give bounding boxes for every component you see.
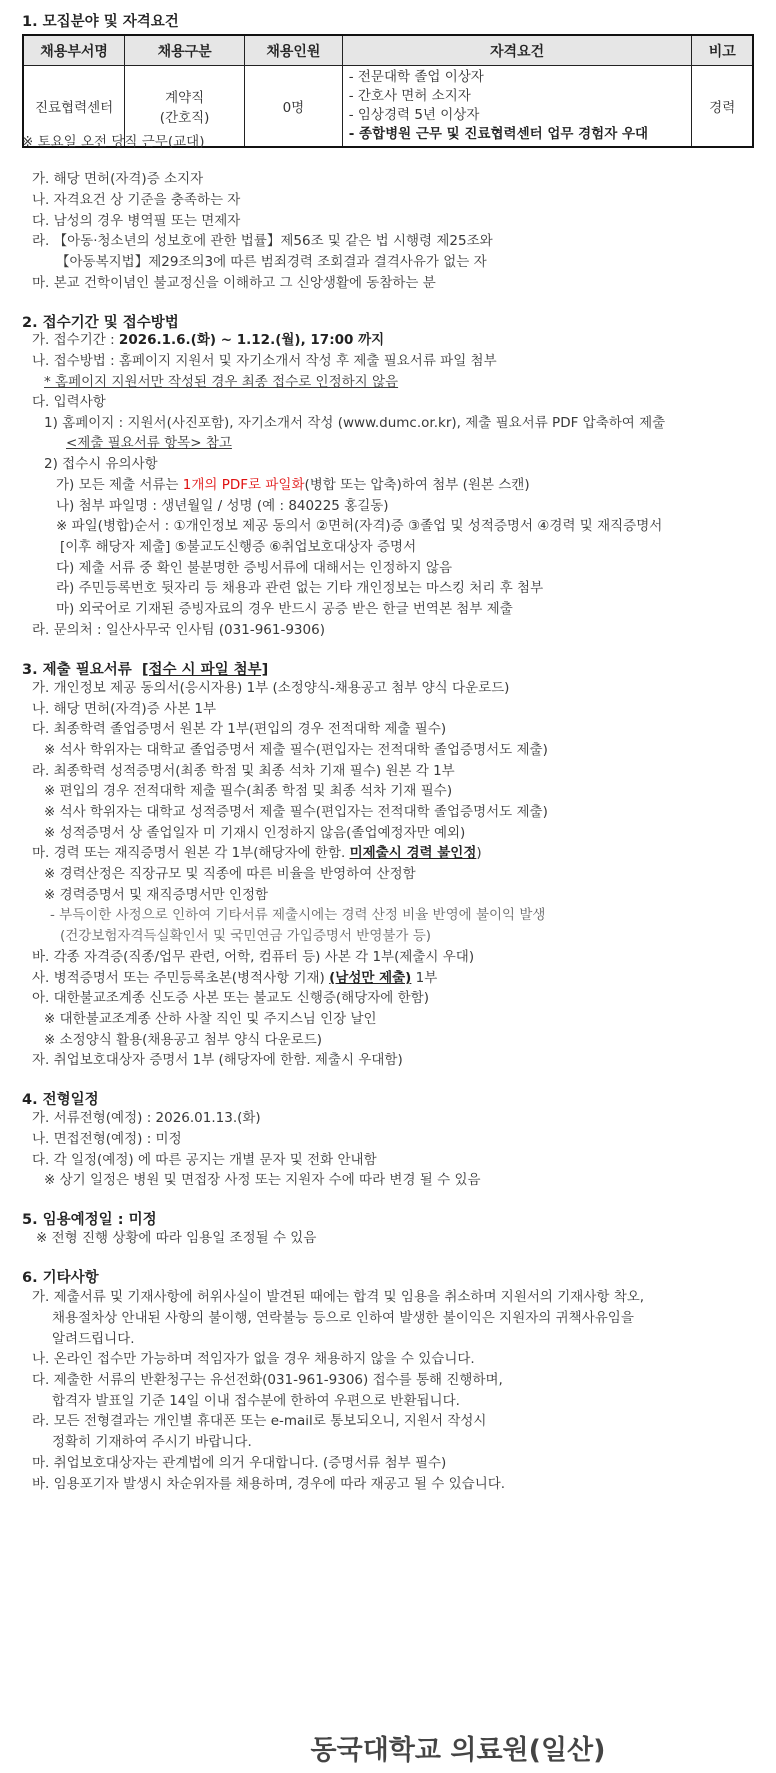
table-header-row: [23, 35, 753, 66]
requirement-item: - 간호사 면허 소지자: [348, 88, 471, 104]
qualification-item-cont: 【아동복지법】제29조의3에 따른 범죄경력 조회결과 결격사유가 없는 자: [56, 254, 487, 270]
application-method-note: * 홈페이지 지원서만 작성된 경우 최종 접수로 인정하지 않음: [44, 374, 399, 390]
doc-subnote-gray: (건강보험자격득실확인서 및 국민연금 가입증명서 반영불가 등): [60, 928, 432, 944]
doc-item: 바. 각종 자격증(직종/업무 관련, 어학, 컴퓨터 등) 사본 각 1부(제출시 우대): [32, 949, 475, 965]
caution-item: 마) 외국어로 기재된 증빙자료의 경우 반드시 공증 받은 한글 번역본 첨부 제출: [56, 601, 513, 617]
qualification-item: 가. 해당 면허(자격)증 소지자: [32, 171, 204, 187]
required-docs-link[interactable]: <제출 필요서류 항목> 참고: [66, 435, 232, 451]
doc-military-post: 1부: [411, 970, 438, 986]
doc-item: 라. 최종학력 성적증명서(최종 학점 및 최종 석차 기재 필수) 원본 각 1부: [32, 763, 455, 779]
requirement-item: - 임상경력 5년 이상자: [348, 107, 480, 123]
misc-item: 나. 온라인 접수만 가능하며 적임자가 없을 경우 채용하지 않을 수 있습니다.: [32, 1351, 475, 1367]
misc-item-cont: 합격자 발표일 기준 14일 이내 접수분에 한하여 우편으로 반환됩니다.: [52, 1393, 460, 1409]
col-header-count: 채용인원: [245, 35, 343, 66]
doc-subnote: ※ 성적증명서 상 졸업일자 미 기재시 인정하지 않음(졸업예정자만 예외): [44, 825, 466, 841]
col-header-requirements: 자격요건: [342, 35, 692, 66]
doc-subnote: ※ 소정양식 활용(채용공고 첨부 양식 다운로드): [44, 1032, 323, 1048]
schedule-item: 가. 서류전형(예정) : 2026.01.13.(화): [32, 1110, 261, 1126]
doc-item: [32, 844, 482, 863]
doc-item: 자. 취업보호대상자 증명서 1부 (해당자에 한함. 제출시 우대함): [32, 1052, 403, 1068]
misc-item: 가. 제출서류 및 기재사항에 허위사실이 발견된 때에는 합격 및 임용을 취소하며 지원서의 기재사항 착오,: [32, 1289, 645, 1305]
doc-career-pre: 마. 경력 또는 재직증명서 원본 각 1부(해당자에 한함.: [32, 845, 350, 861]
col-header-dept: 채용부서명: [23, 35, 125, 66]
doc-subnote: ※ 석사 학위자는 대학교 성적증명서 제출 필수(편입자는 전적대학 졸업증명서도 제출): [44, 804, 548, 820]
cell-count: 0명: [245, 66, 343, 148]
schedule-note: ※ 상기 일정은 병원 및 면접장 사정 또는 지원자 수에 따라 변경 될 수 있음: [44, 1172, 481, 1188]
misc-item: 바. 임용포기자 발생시 차순위자를 채용하며, 경우에 따라 재공고 될 수 있습니다.: [32, 1476, 506, 1492]
cell-type-line2: (간호직): [159, 110, 210, 126]
application-method: 나. 접수방법 : 홈페이지 지원서 및 자기소개서 작성 후 제출 필요서류 파일 첨부: [32, 353, 497, 369]
section-4-title: 4. 전형일정: [22, 1092, 99, 1108]
section-3-title-note: [접수 시 파일 첨부]: [141, 662, 269, 678]
section-3-title-text: 3. 제출 필요서류: [22, 662, 132, 678]
misc-item-cont: 알려드립니다.: [52, 1331, 135, 1347]
caution-a-highlight: 1개의 PDF로 파일화: [182, 477, 305, 493]
misc-item-cont: 채용절차상 안내된 사항의 불이행, 연락불능 등으로 인하여 발생한 불이익은 지원자의 귀책사유임을: [52, 1310, 634, 1326]
misc-item: 라. 모든 전형결과는 개인별 휴대폰 또는 e-mail로 통보되오니, 지원서 작성시: [32, 1413, 487, 1429]
section-5-title: 5. 임용예정일 : 미정: [22, 1212, 157, 1228]
schedule-item: 나. 면접전형(예정) : 미정: [32, 1131, 182, 1147]
recruitment-table: [22, 34, 754, 148]
misc-item: 다. 제출한 서류의 반환청구는 유선전화(031-961-9306) 접수를 통해 진행하며,: [32, 1372, 503, 1388]
requirement-item: - 전문대학 졸업 이상자: [348, 69, 484, 85]
qualification-item: 마. 본교 건학이념인 불교정신을 이해하고 그 신앙생활에 동참하는 분: [32, 275, 436, 291]
contact-info: 라. 문의처 : 일산사무국 인사팀 (031-961-9306): [32, 622, 325, 638]
caution-item: 라) 주민등록번호 뒷자리 등 채용과 관련 없는 기타 개인정보는 마스킹 처리 후 첨부: [56, 580, 544, 596]
application-period: [32, 331, 384, 350]
doc-subnote: ※ 편입의 경우 전적대학 제출 필수(최종 학점 및 최종 석차 기재 필수): [44, 783, 453, 799]
qualification-item: 나. 자격요건 상 기준을 충족하는 자: [32, 192, 241, 208]
doc-subnote: ※ 경력증명서 및 재직증명서만 인정함: [44, 887, 269, 903]
cell-dept: 진료협력센터: [23, 66, 125, 148]
cell-note: 경력: [692, 66, 753, 148]
misc-item-cont: 정확히 기재하여 주시기 바랍니다.: [52, 1434, 252, 1450]
misc-item: 마. 취업보호대상자는 관계법에 의거 우대합니다. (증명서류 첨부 필수): [32, 1455, 447, 1471]
doc-item: [32, 969, 437, 988]
caution-order: ※ 파일(병합)순서 : ①개인정보 제공 동의서 ②면허(자격)증 ③졸업 및 성적증명서 ④경력 및 재직증명서: [56, 518, 663, 534]
caution-item: [56, 476, 530, 495]
section-6-title: 6. 기타사항: [22, 1270, 99, 1286]
period-value: 2026.1.6.(화) ~ 1.12.(월), 17:00 까지: [118, 332, 385, 348]
col-header-type: 채용구분: [125, 35, 245, 66]
doc-career-warning: 미제출시 경력 불인정: [349, 845, 477, 861]
doc-military-pre: 사. 병적증명서 또는 주민등록초본(병적사항 기재): [32, 970, 330, 986]
doc-subnote: ※ 대한불교조계종 산하 사찰 직인 및 주지스님 인장 날인: [44, 1011, 377, 1027]
appointment-note: ※ 전형 진행 상황에 따라 임용일 조정될 수 있음: [36, 1230, 317, 1246]
requirement-item-preferred: - 종합병원 근무 및 진료협력센터 업무 경험자 우대: [348, 126, 649, 142]
caution-order-cont: [이후 해당자 제출] ⑤불교도신행증 ⑥취업보호대상자 증명서: [60, 539, 417, 555]
cell-type-line1: 계약직: [165, 90, 205, 106]
caution-item: 다) 제출 서류 중 확인 불분명한 증빙서류에 대해서는 인정하지 않음: [56, 560, 452, 576]
qualification-item: 라. 【아동·청소년의 성보호에 관한 법률】제56조 및 같은 법 시행령 제25조와: [32, 233, 493, 249]
col-header-note: 비고: [692, 35, 753, 66]
caution-a-pre: 가) 모든 제출 서류는: [56, 477, 183, 493]
caution-title: 2) 접수시 유의사항: [44, 456, 158, 472]
doc-subnote-gray: - 부득이한 사정으로 인하여 기타서류 제출시에는 경력 산정 비율 반영에 불이익 발생: [50, 907, 546, 923]
schedule-item: 다. 각 일정(예정) 에 따른 공지는 개별 문자 및 전화 안내함: [32, 1152, 377, 1168]
institution-name: 동국대학교 의료원(일산): [310, 1735, 606, 1766]
doc-item: 아. 대한불교조계종 신도증 사본 또는 불교도 신행증(해당자에 한함): [32, 990, 429, 1006]
doc-item: 가. 개인정보 제공 동의서(응시자용) 1부 (소정양식-채용공고 첨부 양식 다운로드): [32, 680, 510, 696]
doc-item: 다. 최종학력 졸업증명서 원본 각 1부(편입의 경우 전적대학 제출 필수): [32, 721, 447, 737]
caution-a-post: (병합 또는 압축)하여 첨부 (원본 스캔): [304, 477, 530, 493]
section-1-title: 1. 모집분야 및 자격요건: [22, 14, 179, 30]
input-title: 다. 입력사항: [32, 394, 106, 410]
cell-requirements: [342, 66, 692, 148]
caution-item: 나) 첨부 파일명 : 생년월일 / 성명 (예 : 840225 홍길동): [56, 498, 389, 514]
section-3-title: [22, 658, 268, 679]
period-label: 가. 접수기간 :: [32, 332, 119, 348]
section-2-title: 2. 접수기간 및 접수방법: [22, 315, 179, 331]
doc-subnote: ※ 석사 학위자는 대학교 졸업증명서 제출 필수(편입자는 전적대학 졸업증명서도 제출): [44, 742, 548, 758]
input-homepage: 1) 홈페이지 : 지원서(사진포함), 자기소개서 작성 (www.dumc.or.kr), 제출 필요서류 PDF 압축하여 제출: [44, 415, 666, 431]
doc-subnote: ※ 경력산정은 직장규모 및 직종에 따른 비율을 반영하여 산정함: [44, 866, 416, 882]
doc-military-bold: (남성만 제출): [329, 970, 412, 986]
doc-item: 나. 해당 면허(자격)증 사본 1부: [32, 701, 217, 717]
section-1-remark: ※ 토요일 오전 당직 근무(교대): [22, 134, 205, 150]
qualification-item: 다. 남성의 경우 병역필 또는 면제자: [32, 213, 241, 229]
doc-career-post: ): [476, 845, 482, 861]
